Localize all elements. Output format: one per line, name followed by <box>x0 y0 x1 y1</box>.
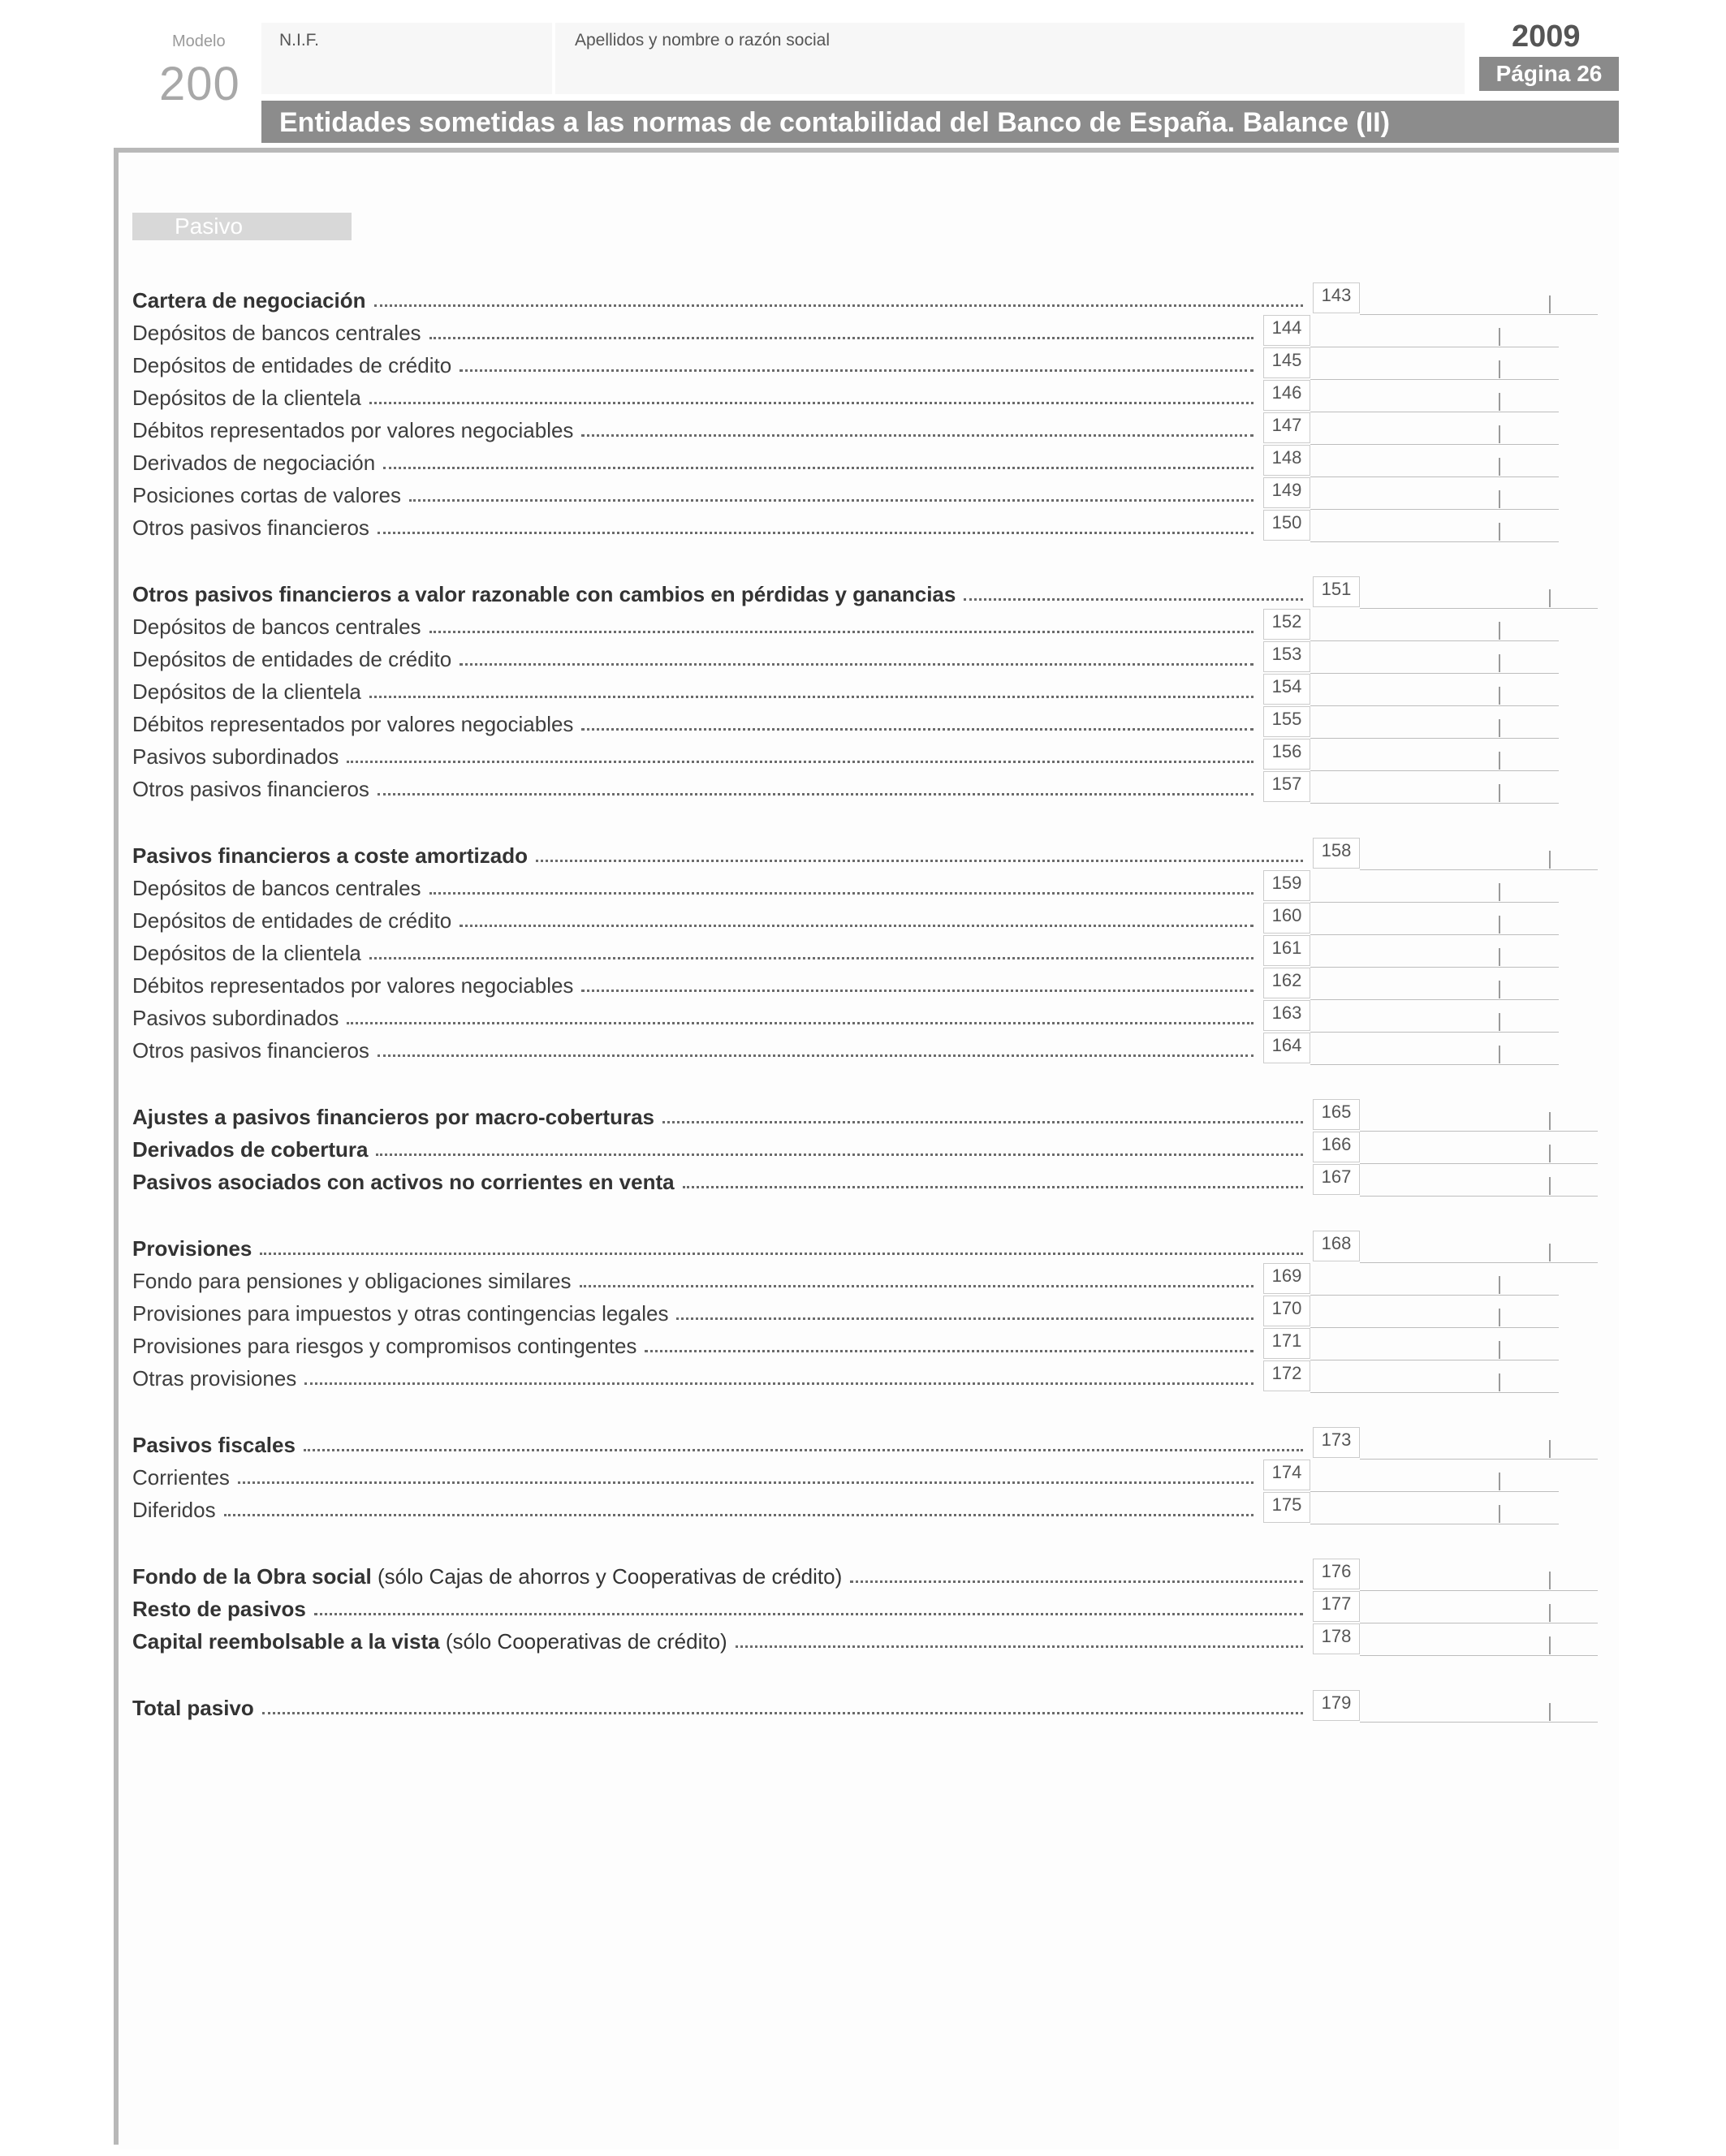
dot-leader <box>383 467 1254 469</box>
dot-leader <box>429 337 1254 339</box>
balance-row <box>0 1328 1726 1360</box>
row-label-text: Cartera de negociación <box>132 288 366 313</box>
balance-row <box>0 870 1726 903</box>
balance-row <box>0 935 1726 968</box>
box-code: 166 <box>1313 1132 1360 1162</box>
row-label <box>132 321 421 346</box>
row-label-text: Provisiones para riesgos y compromisos contingentes <box>132 1334 637 1358</box>
balance-row <box>0 903 1726 935</box>
row-label-text: Otros pasivos financieros <box>132 1038 369 1063</box>
row-label-text: Pasivos financieros a coste amortizado <box>132 843 528 868</box>
dot-leader <box>580 1285 1254 1287</box>
dot-leader <box>378 793 1254 796</box>
decimal-separator-mark <box>1499 752 1500 770</box>
balance-row <box>0 315 1726 347</box>
row-label <box>132 1269 572 1294</box>
dot-leader <box>224 1514 1254 1516</box>
row-label <box>132 1038 369 1063</box>
dot-leader <box>581 990 1254 992</box>
decimal-separator-mark <box>1499 425 1500 443</box>
box-code: 169 <box>1263 1263 1310 1294</box>
box-code: 176 <box>1313 1559 1360 1589</box>
decimal-separator-mark <box>1549 1177 1551 1195</box>
row-label <box>132 582 956 607</box>
row-label <box>132 1301 668 1326</box>
decimal-separator-mark <box>1499 1473 1500 1490</box>
balance-row <box>0 1591 1726 1623</box>
balance-row <box>0 1690 1726 1723</box>
row-label <box>132 1170 675 1195</box>
dot-leader <box>581 434 1254 437</box>
row-label <box>132 1498 216 1523</box>
section-tab-pasivo: Pasivo <box>132 213 352 240</box>
decimal-separator-mark <box>1499 654 1500 672</box>
dot-leader <box>369 957 1254 959</box>
decimal-separator-mark <box>1499 1309 1500 1326</box>
name-label: Apellidos y nombre o razón social <box>575 31 830 50</box>
decimal-separator-mark <box>1499 328 1500 346</box>
box-code: 160 <box>1263 903 1310 934</box>
decimal-separator-mark <box>1499 1373 1500 1391</box>
row-label <box>132 941 361 966</box>
year: 2009 <box>1512 19 1581 54</box>
row-label <box>132 843 528 869</box>
balance-row <box>0 510 1726 542</box>
box-code: 149 <box>1263 477 1310 508</box>
dot-leader <box>262 1712 1303 1714</box>
box-code: 152 <box>1263 609 1310 640</box>
balance-row <box>0 609 1726 641</box>
box-code: 150 <box>1263 510 1310 541</box>
row-label-text: Débitos representados por valores negociables <box>132 712 574 736</box>
dot-leader <box>676 1317 1254 1320</box>
box-code: 163 <box>1263 1000 1310 1031</box>
box-code: 156 <box>1263 739 1310 770</box>
row-label-text: Depósitos de bancos centrales <box>132 614 421 639</box>
dot-leader <box>460 369 1254 372</box>
balance-row <box>0 1492 1726 1524</box>
dot-leader <box>645 1350 1254 1352</box>
row-label <box>132 679 361 705</box>
amount-field[interactable] <box>1310 803 1559 804</box>
decimal-separator-mark <box>1499 916 1500 934</box>
row-label <box>132 1105 654 1130</box>
amount-field[interactable] <box>1310 541 1559 542</box>
box-code: 165 <box>1313 1099 1360 1130</box>
row-label <box>132 1465 230 1490</box>
box-code: 143 <box>1313 282 1360 313</box>
row-label <box>132 418 573 443</box>
row-label-text: Fondo para pensiones y obligaciones similares <box>132 1269 572 1293</box>
modelo-label: Modelo <box>172 32 226 50</box>
decimal-separator-mark <box>1499 981 1500 998</box>
row-label-text: Capital reembolsable a la vista <box>132 1629 440 1654</box>
amount-field[interactable] <box>1360 1655 1598 1656</box>
decimal-separator-mark <box>1549 1604 1551 1622</box>
box-code: 145 <box>1263 347 1310 378</box>
decimal-separator-mark <box>1499 1013 1500 1031</box>
dot-leader <box>369 696 1254 698</box>
amount-field[interactable] <box>1310 1064 1559 1065</box>
row-label-text: Depósitos de entidades de crédito <box>132 908 452 933</box>
box-code: 168 <box>1313 1231 1360 1261</box>
balance-row <box>0 412 1726 445</box>
dot-leader <box>460 925 1254 927</box>
dot-leader <box>429 631 1254 633</box>
box-code: 177 <box>1313 1591 1360 1622</box>
row-label-text: Débitos representados por valores negociables <box>132 418 574 442</box>
row-label-text: Pasivos asociados con activos no corrientes en venta <box>132 1170 675 1194</box>
row-label <box>132 483 401 508</box>
box-code: 157 <box>1263 771 1310 802</box>
balance-row <box>0 576 1726 609</box>
dot-leader <box>314 1613 1303 1615</box>
modelo-number: 200 <box>159 58 240 110</box>
decimal-separator-mark <box>1499 490 1500 508</box>
decimal-separator-mark <box>1549 589 1551 607</box>
decimal-separator-mark <box>1499 1046 1500 1063</box>
box-code: 178 <box>1313 1623 1360 1654</box>
box-code: 174 <box>1263 1460 1310 1490</box>
row-label-text: Depósitos de la clientela <box>132 679 361 704</box>
row-label-text: Pasivos subordinados <box>132 744 339 769</box>
balance-row <box>0 1460 1726 1492</box>
box-code: 158 <box>1313 838 1360 869</box>
box-code: 153 <box>1263 641 1310 672</box>
dot-leader <box>378 1054 1254 1057</box>
box-code: 172 <box>1263 1360 1310 1391</box>
dot-leader <box>683 1186 1303 1188</box>
dot-leader <box>409 499 1254 502</box>
amount-field[interactable] <box>1360 1196 1598 1197</box>
row-label-text: Otros pasivos financieros a valor razonable con cambios en pérdidas y ganancias <box>132 582 956 606</box>
box-code: 173 <box>1313 1427 1360 1458</box>
row-label-note: (sólo Cooperativas de crédito) <box>439 1629 727 1654</box>
row-label-text: Débitos representados por valores negociables <box>132 973 574 998</box>
nif-label: N.I.F. <box>279 31 320 50</box>
box-code: 164 <box>1263 1033 1310 1063</box>
dot-leader <box>369 402 1254 404</box>
balance-row <box>0 838 1726 870</box>
row-label <box>132 353 451 378</box>
decimal-separator-mark <box>1499 1341 1500 1359</box>
decimal-separator-mark <box>1499 458 1500 476</box>
box-code: 159 <box>1263 870 1310 901</box>
row-label <box>132 1137 368 1162</box>
decimal-separator-mark <box>1499 393 1500 411</box>
box-code: 167 <box>1313 1164 1360 1195</box>
row-label-text: Resto de pasivos <box>132 1597 306 1621</box>
row-label <box>132 614 421 640</box>
balance-row <box>0 1559 1726 1591</box>
decimal-separator-mark <box>1499 1276 1500 1294</box>
row-label <box>132 876 421 901</box>
decimal-separator-mark <box>1499 687 1500 705</box>
row-label <box>132 288 366 313</box>
decimal-separator-mark <box>1549 1636 1551 1654</box>
box-code: 179 <box>1313 1690 1360 1721</box>
row-label <box>132 1696 254 1721</box>
decimal-separator-mark <box>1499 622 1500 640</box>
row-label <box>132 515 369 541</box>
row-label-text: Diferidos <box>132 1498 216 1522</box>
decimal-separator-mark <box>1549 1244 1551 1261</box>
dot-leader <box>376 1153 1303 1156</box>
decimal-separator-mark <box>1499 360 1500 378</box>
balance-row <box>0 674 1726 706</box>
decimal-separator-mark <box>1499 784 1500 802</box>
row-label <box>132 1236 252 1261</box>
balance-row <box>0 706 1726 739</box>
row-label <box>132 1629 727 1654</box>
row-label <box>132 777 369 802</box>
row-label-text: Corrientes <box>132 1465 230 1490</box>
row-label-text: Provisiones para impuestos y otras contingencias legales <box>132 1301 669 1326</box>
balance-row <box>0 1427 1726 1460</box>
dot-leader <box>581 728 1254 731</box>
row-label-text: Posiciones cortas de valores <box>132 483 401 507</box>
dot-leader <box>662 1121 1303 1123</box>
row-label-text: Otros pasivos financieros <box>132 515 369 540</box>
box-code: 155 <box>1263 706 1310 737</box>
row-label-text: Ajustes a pasivos financieros por macro-coberturas <box>132 1105 654 1129</box>
balance-row <box>0 1033 1726 1065</box>
row-label-text: Derivados de negociación <box>132 451 376 475</box>
dot-leader <box>374 304 1303 307</box>
row-label <box>132 744 339 770</box>
row-label-text: Pasivos fiscales <box>132 1433 296 1457</box>
dot-leader <box>238 1481 1254 1484</box>
amount-field[interactable] <box>1360 1722 1598 1723</box>
box-code: 162 <box>1263 968 1310 998</box>
dot-leader <box>536 860 1303 862</box>
row-label <box>132 973 573 998</box>
row-label <box>132 647 451 672</box>
decimal-separator-mark <box>1549 295 1551 313</box>
balance-row <box>0 739 1726 771</box>
row-label-text: Pasivos subordinados <box>132 1006 339 1030</box>
row-label <box>132 712 573 737</box>
row-label-text: Otras provisiones <box>132 1366 297 1391</box>
row-label <box>132 1564 842 1589</box>
decimal-separator-mark <box>1499 719 1500 737</box>
box-code: 147 <box>1263 412 1310 443</box>
balance-row <box>0 1263 1726 1296</box>
dot-leader <box>736 1645 1303 1648</box>
box-code: 171 <box>1263 1328 1310 1359</box>
dot-leader <box>260 1253 1303 1255</box>
row-label-text: Fondo de la Obra social <box>132 1564 372 1589</box>
row-label <box>132 1334 636 1359</box>
decimal-separator-mark <box>1549 1145 1551 1162</box>
row-label-text: Derivados de cobertura <box>132 1137 369 1162</box>
row-label-text: Depósitos de entidades de crédito <box>132 353 452 377</box>
row-label <box>132 1366 296 1391</box>
dot-leader <box>304 1382 1254 1385</box>
balance-row <box>0 968 1726 1000</box>
box-code: 170 <box>1263 1296 1310 1326</box>
decimal-separator-mark <box>1499 883 1500 901</box>
balance-row <box>0 477 1726 510</box>
row-label-text: Total pasivo <box>132 1696 254 1720</box>
row-label-text: Depósitos de bancos centrales <box>132 876 421 900</box>
page-number-badge: Página 26 <box>1479 57 1619 91</box>
row-label-text: Otros pasivos financieros <box>132 777 369 801</box>
row-label-text: Depósitos de la clientela <box>132 941 361 965</box>
balance-row <box>0 347 1726 380</box>
row-label <box>132 386 361 411</box>
row-label-note: (sólo Cajas de ahorros y Cooperativas de crédito) <box>371 1564 843 1589</box>
row-label-text: Depósitos de la clientela <box>132 386 361 410</box>
balance-row <box>0 1000 1726 1033</box>
dot-leader <box>460 663 1254 666</box>
balance-row <box>0 1099 1726 1132</box>
dot-leader <box>304 1449 1303 1451</box>
row-label <box>132 1597 306 1622</box>
box-code: 144 <box>1263 315 1310 346</box>
balance-row <box>0 445 1726 477</box>
box-code: 175 <box>1263 1492 1310 1523</box>
balance-row <box>0 1164 1726 1197</box>
balance-row <box>0 1360 1726 1393</box>
balance-row <box>0 1132 1726 1164</box>
dot-leader <box>378 532 1254 534</box>
dot-leader <box>850 1580 1303 1583</box>
dot-leader <box>347 761 1254 763</box>
box-code: 161 <box>1263 935 1310 966</box>
amount-field[interactable] <box>1310 1392 1559 1393</box>
balance-row <box>0 282 1726 315</box>
balance-row <box>0 1623 1726 1656</box>
box-code: 146 <box>1263 380 1310 411</box>
balance-row <box>0 1296 1726 1328</box>
box-code: 151 <box>1313 576 1360 607</box>
dot-leader <box>429 892 1254 895</box>
row-label <box>132 451 375 476</box>
decimal-separator-mark <box>1549 851 1551 869</box>
balance-row <box>0 641 1726 674</box>
dot-leader <box>964 598 1303 601</box>
page-title: Entidades sometidas a las normas de contabilidad del Banco de España. Balance (II) <box>261 101 1619 143</box>
balance-row <box>0 1231 1726 1263</box>
box-code: 154 <box>1263 674 1310 705</box>
decimal-separator-mark <box>1499 523 1500 541</box>
row-label-text: Provisiones <box>132 1236 252 1261</box>
decimal-separator-mark <box>1549 1440 1551 1458</box>
row-label <box>132 1006 339 1031</box>
decimal-separator-mark <box>1499 948 1500 966</box>
dot-leader <box>347 1022 1254 1024</box>
row-label <box>132 908 451 934</box>
decimal-separator-mark <box>1499 1505 1500 1523</box>
balance-row <box>0 771 1726 804</box>
decimal-separator-mark <box>1549 1703 1551 1721</box>
balance-row <box>0 380 1726 412</box>
row-label-text: Depósitos de entidades de crédito <box>132 647 452 671</box>
decimal-separator-mark <box>1549 1572 1551 1589</box>
row-label-text: Depósitos de bancos centrales <box>132 321 421 345</box>
decimal-separator-mark <box>1549 1112 1551 1130</box>
box-code: 148 <box>1263 445 1310 476</box>
row-label <box>132 1433 296 1458</box>
